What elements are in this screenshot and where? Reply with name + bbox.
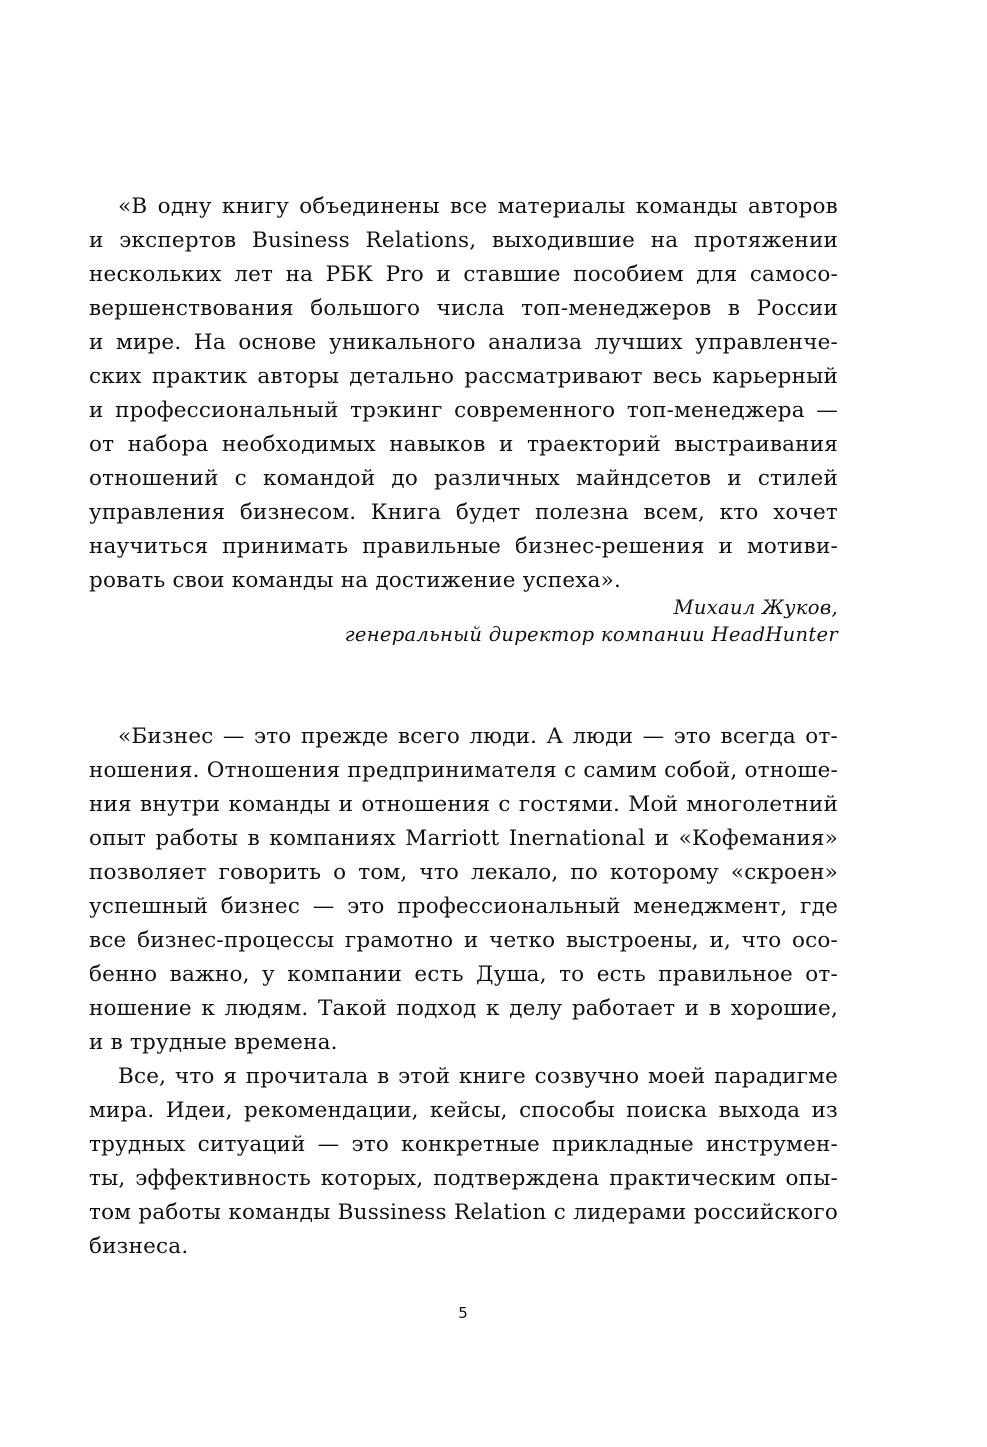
text-line: управления бизнесом. Книга будет полезна всем, кто хочет	[89, 500, 838, 525]
text-line: Все, что я прочитала в этой книге созвучно моей парадигме	[118, 1064, 838, 1089]
attribution-name: Михаил Жуков,	[673, 596, 838, 619]
text-line: ты, эффективность которых, подтверждена практическим опы-	[89, 1166, 838, 1191]
text-line: научиться принимать правильные бизнес-решения и мотиви-	[89, 534, 838, 559]
text-line: и экспертов Business Relations, выходившие на протяжении	[89, 228, 838, 253]
text-line: вершенствования большого числа топ-менеджеров в России	[89, 296, 838, 321]
text-line: мира. Идеи, рекомендации, кейсы, способы поиска выхода из	[89, 1098, 838, 1123]
text-line: ния внутри команды и отношения с гостями. Мой многолетний	[89, 792, 838, 817]
text-line: все бизнес-процессы грамотно и четко выстроены, и, что осо-	[89, 928, 838, 953]
text-line: от набора необходимых навыков и траекторий выстраивания	[89, 432, 838, 457]
text-line: позволяет говорить о том, что лекало, по которому «скроен»	[89, 860, 838, 885]
text-line: трудных ситуаций — это конкретные прикладные инструмен-	[89, 1132, 838, 1157]
text-line: ровать свои команды на достижение успеха».	[89, 568, 621, 593]
text-line: и мире. На основе уникального анализа лучших управленче-	[89, 330, 838, 355]
text-line: и в трудные времена.	[89, 1030, 338, 1055]
attribution-title: генеральный директор компании HeadHunter	[344, 623, 838, 646]
text-line: ских практик авторы детально рассматривают весь карьерный	[89, 364, 838, 389]
text-line: нескольких лет на РБК Pro и ставшие пособием для самосо-	[89, 262, 838, 287]
text-line: и профессиональный трэкинг современного топ-менеджера —	[89, 398, 838, 423]
page-number: 5	[458, 1304, 468, 1322]
text-line: ношения. Отношения предпринимателя с самим собой, отноше-	[89, 758, 838, 783]
text-line: «Бизнес — это прежде всего люди. А люди — это всегда от-	[118, 724, 838, 749]
text-line: том работы команды Bussiness Relation с лидерами российского	[89, 1200, 838, 1225]
text-line: успешный бизнес — это профессиональный менеджмент, где	[89, 894, 838, 919]
text-line: опыт работы в компаниях Marriott Inernational и «Кофемания»	[89, 826, 838, 851]
text-line: «В одну книгу объединены все материалы команды авторов	[118, 194, 838, 219]
text-line: отношений с командой до различных майндсетов и стилей	[89, 466, 838, 491]
text-line: бизнеса.	[89, 1234, 189, 1259]
text-line: ношение к людям. Такой подход к делу работает и в хорошие,	[89, 996, 838, 1021]
text-line: бенно важно, у компании есть Душа, то есть правильное от-	[89, 962, 838, 987]
